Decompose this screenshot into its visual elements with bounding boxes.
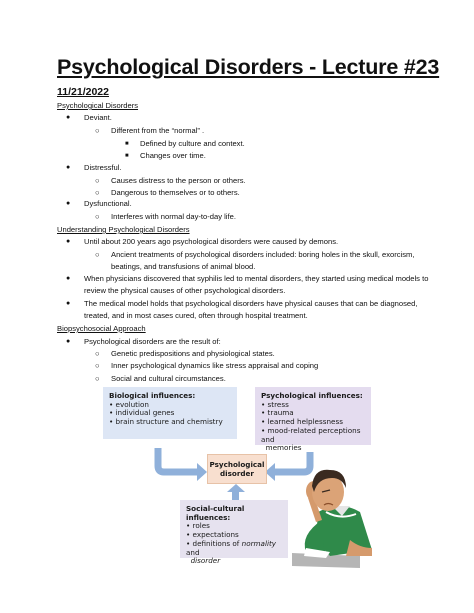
paragraph-demons: Until about 200 years ago psychological disorders were caused by demons. (84, 237, 339, 246)
bullet-hollow: ○ (95, 250, 100, 259)
center-label-line2: disorder (220, 469, 254, 478)
psychological-heading: Psychological influences: (261, 391, 363, 400)
psychological-item: • stress (261, 399, 289, 409)
section-heading-psychological-disorders: Psychological Disorders (57, 101, 139, 110)
social-item: • roles (186, 521, 210, 531)
list-item-social-cultural: Social and cultural circumstances. (111, 374, 226, 383)
paragraph-ancient-line1: Ancient treatments of psychological disorders included: boring holes in the skull, exorcism, (111, 250, 415, 259)
arrow-psy-to-center (274, 452, 310, 472)
psychological-item-continued: memories (265, 443, 302, 453)
social-item-continued: disorder (190, 556, 221, 566)
lecture-date: 11/21/2022 (57, 86, 109, 98)
list-item-different: Different from the “normal” . (111, 126, 205, 135)
bullet-hollow: ○ (95, 374, 100, 383)
bullet-hollow: ○ (95, 176, 100, 185)
person-illustration (292, 470, 372, 568)
section-heading-biopsychosocial: Biopsychosocial Approach (57, 324, 146, 333)
paragraph-medical-model-line2: treated, and in most cases cured, often through hospital treatment. (84, 311, 308, 320)
bullet-filled: ● (66, 164, 71, 171)
bullet-filled: ● (66, 114, 71, 121)
bullet-filled: ● (66, 338, 71, 345)
psychological-disorder-box (207, 454, 267, 484)
psychological-item: • mood-related perceptions and (261, 425, 361, 444)
social-item: • expectations (186, 530, 239, 540)
page-title: Psychological Disorders - Lecture #23 (57, 55, 440, 79)
list-item-interferes: Interferes with normal day-to-day life. (111, 212, 236, 221)
paragraph-syphilis-line1: When physicians discovered that syphilis led to mental disorders, they started using medical models to (84, 274, 429, 283)
bullet-filled: ● (66, 275, 71, 282)
arrow-head-bio (197, 463, 207, 481)
bullet-filled: ● (66, 300, 71, 307)
bullet-hollow: ○ (95, 126, 100, 135)
list-item-dysfunctional: Dysfunctional. (84, 199, 132, 208)
list-item-changes: Changes over time. (140, 151, 206, 160)
arrow-head-soc (227, 484, 245, 492)
bullet-hollow: ○ (95, 361, 100, 370)
bullet-hollow: ○ (95, 349, 100, 358)
list-item-distressful: Distressful. (84, 163, 122, 172)
social-item: • definitions of normality and (186, 538, 277, 557)
bullet-hollow: ○ (95, 212, 100, 221)
paragraph-result-of: Psychological disorders are the result of: (84, 337, 221, 346)
bullet-hollow: ○ (95, 188, 100, 197)
psychological-influences-box (255, 387, 371, 453)
arrow-bio-to-center (158, 448, 198, 472)
list-item-dangerous: Dangerous to themselves or to others. (111, 188, 240, 197)
biological-heading: Biological influences: (109, 391, 196, 400)
biological-influences-box (103, 387, 237, 439)
list-item-genetic: Genetic predispositions and physiological states. (111, 349, 275, 358)
list-item-inner-psych: Inner psychological dynamics like stress appraisal and coping (111, 361, 319, 370)
list-item-deviant: Deviant. (84, 113, 112, 122)
psychological-item: • trauma (261, 408, 294, 418)
paragraph-medical-model-line1: The medical model holds that psychological disorders have physical causes that can be diagnosed, (84, 299, 418, 308)
psychological-item: • learned helplessness (261, 417, 343, 427)
list-item-culture: Defined by culture and context. (140, 139, 245, 148)
section-heading-understanding: Understanding Psychological Disorders (57, 225, 190, 234)
bullet-square: ■ (125, 153, 129, 159)
bullet-filled: ● (66, 200, 71, 207)
bullet-square: ■ (125, 141, 129, 147)
paragraph-syphilis-line2: review the physical causes of other psychological disorders. (84, 286, 286, 295)
biological-item: • brain structure and chemistry (109, 417, 223, 427)
social-heading: Social-cultural influences: (186, 504, 245, 522)
biological-item: • evolution (109, 399, 149, 409)
bullet-filled: ● (66, 238, 71, 245)
social-cultural-influences-box (180, 500, 288, 566)
list-item-causes-distress: Causes distress to the person or others. (111, 176, 246, 185)
biological-item: • individual genes (109, 408, 175, 418)
paragraph-ancient-line2: beatings, and transfusions of animal blood. (111, 262, 256, 271)
center-label-line1: Psychological (209, 460, 265, 469)
